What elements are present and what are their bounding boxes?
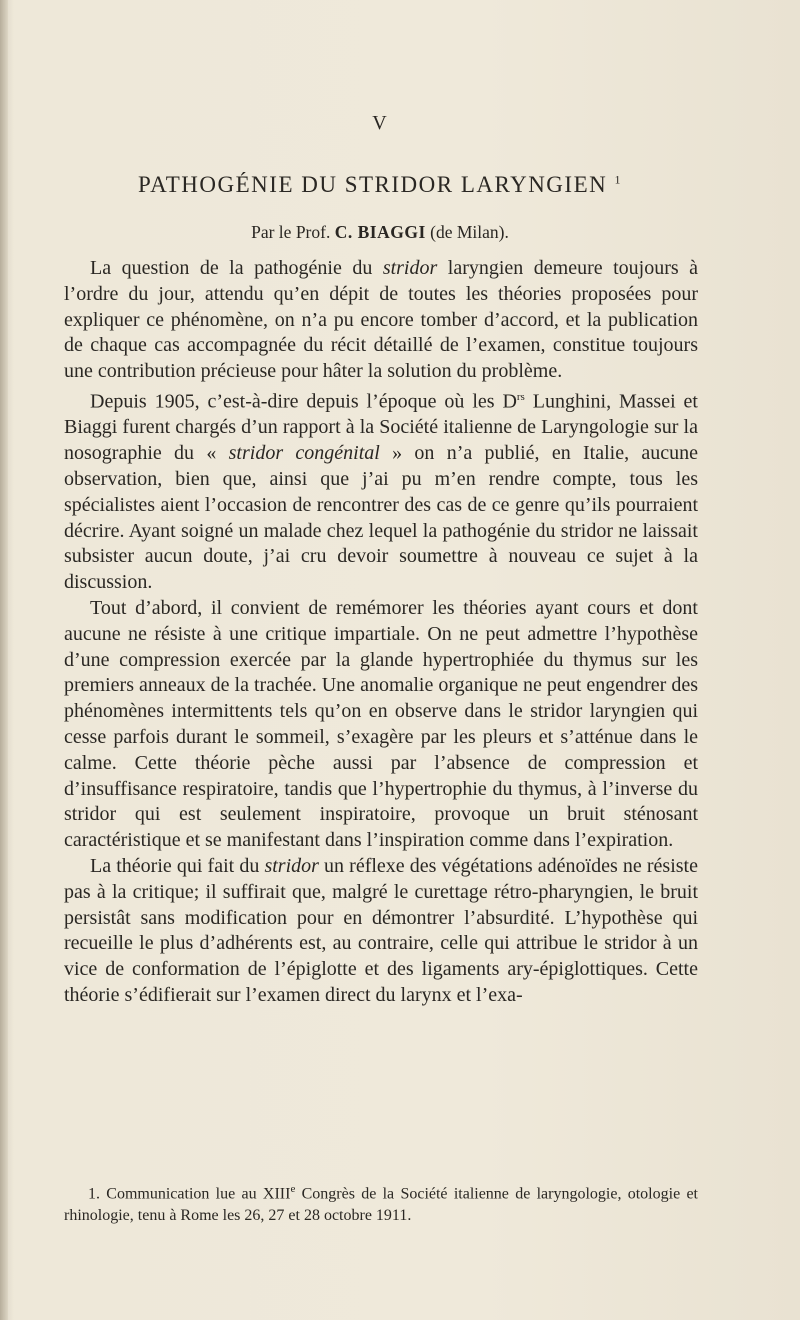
footnote xyxy=(64,1178,698,1227)
author-name: C. BIAGGI xyxy=(334,222,426,242)
paragraph-1-text-b: laryngien demeure toujours à l’ordre du jour, attendu qu’en dépit de toutes les théories proposées pour expliquer ce phénomène, on n’a pu encore tomber d’accord, et la publication de chaque cas accompagnée du récit détaillé de l’examen, constitue toujours une contribution précieuse pour hâter la solution du problème. xyxy=(64,257,699,383)
byline-affiliation: (de Milan). xyxy=(430,222,509,242)
paragraph-1-text-a: La question de la pathogénie du xyxy=(90,257,383,279)
paragraph-2-text-c: » on n’a publié, en Italie, aucune observation, bien que, ainsi que j’ai pu m’en rendre compte, tous les spécialistes aient l’occasion de rencontrer des cas de ce genre qu’ils pourraient décrire. Ayant soigné un malade chez lequel la pathogénie du stridor ne laissait subsister aucun doute, j’ai cru devoir soumettre à nouveau ce sujet à la discussion. xyxy=(64,442,698,594)
footnote-text-a: Communication lue au XIII xyxy=(100,1185,291,1203)
article-body xyxy=(64,256,698,1009)
paragraph-2 xyxy=(64,385,698,596)
paragraph-4-text-a: La théorie qui fait du xyxy=(90,854,265,877)
footnote-superscript: e xyxy=(290,1183,296,1195)
paragraph-1 xyxy=(64,256,698,385)
paragraph-2-text-b: Lunghini, Massei et Biaggi furent chargés d’un rapport à la Société italienne de Laryngologie sur la nosographie du « xyxy=(64,390,698,465)
paragraph-3: Tout d’abord, il convient de remémorer les théories ayant cours et dont aucune ne résiste à une critique impartiale. On ne peut admettre l’hypothèse d’une compression exercée par la glande hypertrophiée du thymus sur les premiers anneaux de la trachée. Une anomalie organique ne peut engendrer des phénomènes intermittents tels qu’on en observe dans le stridor laryngien qui cesse parfois durant le sommeil, s’exagère par les pleurs et s’atténue dans le calme. Cette théorie pèche aussi par l’absence de compression et d’insuffisance respiratoire, tandis que l’hypertrophie du thymus, à l’inverse du stridor qui est seulement inspiratoire, provoque un bruit sténosant caractéristique et se manifestant dans l’inspiration comme dans l’expiration. xyxy=(64,597,698,852)
paragraph-4-text-b: un réflexe des végétations adénoïdes ne résiste pas à la critique; il suffirait que, malgré le curettage rétro-pharyngien, le bruit persistât sans modification pour en démontrer l’absurdité. L’hypothèse qui recueille le plus d’adhérents est, au contraire, celle qui attribue le stridor à un vice de conformation de l’épiglotte et des ligaments ary-épiglottiques. Cette théorie s’édifierait sur l’examen direct du larynx et l’exa- xyxy=(64,854,698,1006)
paragraph-4-italic: stridor xyxy=(264,854,319,877)
byline-prefix: Par le Prof. xyxy=(251,222,331,242)
footnote-marker: 1. xyxy=(88,1185,100,1203)
paragraph-2-superscript: rs xyxy=(516,390,525,403)
paragraph-4 xyxy=(64,854,698,1009)
article-title xyxy=(0,172,760,198)
chapter-number: V xyxy=(372,112,388,134)
article-title-text: PATHOGÉNIE DU STRIDOR LARYNGIEN xyxy=(138,172,608,197)
paragraph-2-italic: stridor congénital xyxy=(228,442,380,465)
paragraph-1-italic: stridor xyxy=(382,257,438,279)
title-footnote-ref: 1 xyxy=(614,172,622,187)
footnote-1 xyxy=(64,1178,698,1227)
footnote-text-b: Congrès de la Société italienne de laryngologie, otologie et rhinologie, tenu à Rome les 26, 27 et 28 octobre 1911. xyxy=(64,1185,699,1225)
paragraph-2-text-a: Depuis 1905, c’est-à-dire depuis l’époque où les D xyxy=(90,390,517,413)
page-spine-shadow xyxy=(0,0,8,1320)
byline xyxy=(0,222,760,243)
